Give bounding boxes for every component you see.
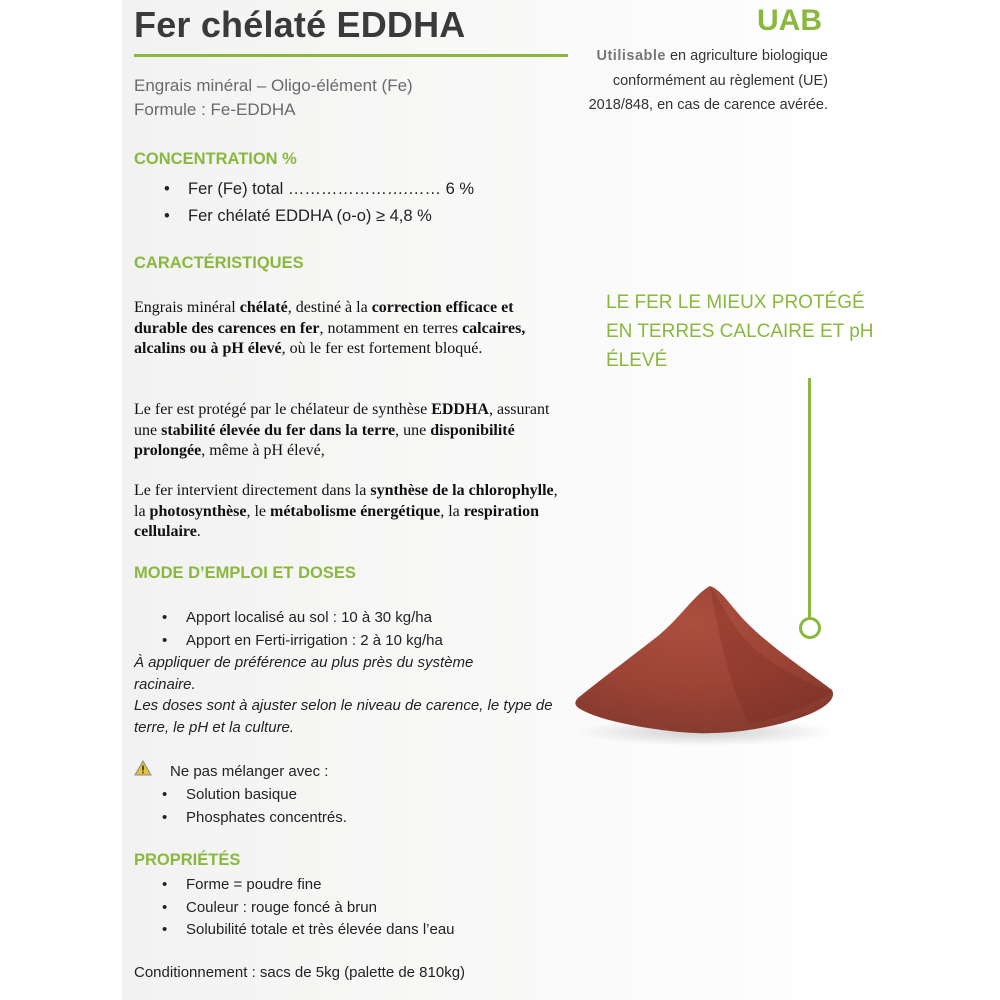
bold-text: calcaires, alcalins ou à pH élevé [134, 319, 526, 357]
text-run: , destiné à la [287, 299, 372, 316]
uab-note-text: en agriculture biologique conformément au règlement (UE) 2018/848, en cas de carence avérée. [588, 48, 828, 113]
list-item: • Couleur : rouge foncé à brun [158, 897, 455, 920]
bold-text: stabilité élevée du fer dans la terre [161, 421, 396, 439]
proprietes-list [158, 874, 455, 942]
mode-note-1: À appliquer de préférence au plus près du système racinaire. [134, 654, 474, 693]
proprietes-heading: PROPRIÉTÉS [134, 851, 241, 869]
bold-text: correction efficace et durable des carences en fer [134, 299, 514, 337]
text-run: Le fer intervient directement dans la [134, 482, 371, 499]
product-subtitle [134, 74, 413, 122]
bold-text: synthèse de la chlorophylle [370, 482, 554, 499]
list-item: • Apport localisé au sol : 10 à 30 kg/ha [158, 607, 443, 630]
text-run: , une [395, 421, 431, 439]
list-item: • Solubilité totale et très élevée dans l’eau [158, 919, 455, 942]
concentration-heading: CONCENTRATION % [134, 150, 297, 168]
bold-text: photosynthèse [149, 502, 247, 520]
product-formula: Formule : Fe-EDDHA [134, 100, 296, 119]
bold-text: disponibilité prolongée [134, 421, 515, 459]
bold-text: EDDHA [431, 401, 489, 418]
caracteristiques-paragraph-3 [134, 481, 562, 543]
product-title: Fer chélaté EDDHA [134, 4, 466, 45]
text-run: , notamment en terres [319, 319, 463, 337]
powder-pile-image [570, 580, 840, 750]
list-item: • Apport en Ferti-irrigation : 2 à 10 kg/ha [158, 630, 443, 653]
mode-list [158, 607, 443, 652]
text-run: Le fer est protégé par le chélateur de synthèse [134, 401, 432, 418]
title-underline [134, 54, 568, 57]
bold-text: métabolisme énergétique [270, 502, 441, 520]
list-item: • Forme = poudre fine [158, 874, 455, 897]
caracteristiques-heading: CARACTÉRISTIQUES [134, 254, 304, 272]
uab-label: UAB [757, 4, 822, 37]
text-run: , la [134, 482, 558, 520]
mode-heading: MODE D’EMPLOI ET DOSES [134, 564, 356, 582]
caracteristiques-paragraph-1 [134, 298, 562, 360]
text-run: , assurant une [134, 401, 550, 439]
caracteristiques-paragraph-2 [134, 400, 562, 462]
list-item: • Fer chélaté EDDHA (o-o) ≥ 4,8 % [160, 203, 474, 230]
text-run: , où le fer est fortement bloqué. [281, 340, 483, 357]
warning-triangle-icon [134, 760, 152, 776]
text-run: . [196, 523, 201, 540]
uab-note-bold: Utilisable [596, 48, 666, 64]
warning-list [158, 784, 347, 829]
bold-text: chélaté [239, 299, 288, 316]
list-item: • Phosphates concentrés. [158, 807, 347, 830]
text-run: , même à pH élevé, [201, 442, 325, 459]
list-item: • Solution basique [158, 784, 347, 807]
list-item: • Fer (Fe) total ………………….…… 6 % [160, 176, 474, 203]
mode-note-2: Les doses sont à ajuster selon le niveau de carence, le type de terre, le pH et la culture. [134, 697, 553, 736]
product-type: Engrais minéral – Oligo-élément (Fe) [134, 76, 413, 95]
text-run: , la [440, 502, 464, 520]
text-run: Engrais minéral [134, 299, 240, 316]
bold-text: respiration cellulaire [134, 502, 539, 540]
concentration-list [160, 176, 474, 230]
text-run: , le [246, 502, 270, 520]
tagline: LE FER LE MIEUX PROTÉGÉ EN TERRES CALCAIRE ET pH ÉLEVÉ [606, 292, 874, 371]
warning-label: Ne pas mélanger avec : [170, 763, 329, 780]
conditionnement: Conditionnement : sacs de 5kg (palette de 810kg) [134, 964, 466, 981]
uab-note [580, 44, 828, 118]
